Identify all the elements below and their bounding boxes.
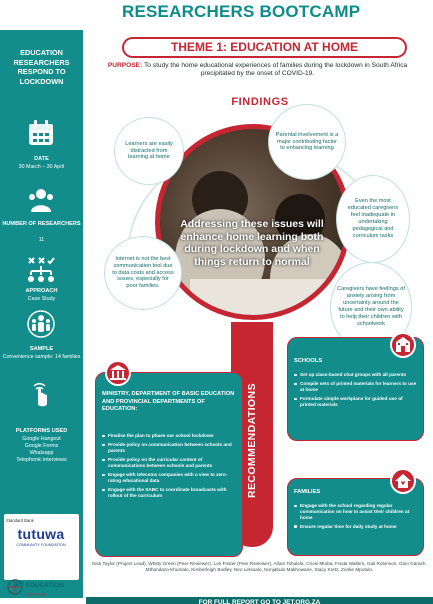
list-item: Formulate simple workplans for guided use of printed materials [294, 396, 419, 408]
sponsor-name: tutuwa [17, 526, 65, 542]
approach-icon [26, 254, 56, 284]
page-title: RESEARCHERS BOOTCAMP [122, 2, 361, 21]
list-item: Provide policy on the curricular content of communications between schools and parents [102, 457, 238, 469]
finding-bubble: Caregivers have feelings of anxiety arising from uncertainty around the future and their own ability to help their children with schoolwork [330, 262, 412, 352]
purpose-text [100, 62, 415, 79]
findings-label: FINDINGS [231, 96, 289, 108]
schools-list [294, 372, 419, 411]
list-item: Engage with the SABC to coordinate broadcasts with rollout of the curriculum [102, 487, 238, 499]
school-icon [392, 334, 414, 356]
platforms-value: Google Hangout Google Forms Whatsapp Telephonic interviews [16, 436, 67, 463]
date-label: DATE [34, 156, 49, 162]
sidebar-title: EDUCATION RESEARCHERS RESPOND TO LOCKDOWN [13, 48, 70, 86]
finding-bubble: Learners are easily distracted from learning at home [114, 117, 184, 185]
jet-logo-sub: SERVICES [26, 592, 47, 597]
sample-label: SAMPLE [29, 346, 54, 352]
ministry-icon-badge [105, 360, 131, 386]
government-building-icon [107, 362, 129, 384]
list-item: Provide policy on communication between schools and parents [102, 442, 238, 454]
researchers-icon [26, 185, 56, 215]
sponsor-logo [4, 514, 79, 580]
purpose-label: PURPOSE: [107, 62, 143, 69]
families-list [294, 503, 419, 533]
sponsor-small-text: Standard Bank [6, 518, 34, 523]
ministry-title: MINISTRY, DEPARTMENT OF BASIC EDUCATION AND PROVINCIAL DEPARTMENTS OF EDUCATION: [102, 391, 235, 413]
researchers-label: NUMBER OF RESEARCHERS [2, 221, 81, 227]
families-title: FAMILIES [294, 489, 321, 495]
finding-bubble: Parental involvement is a major contributing factor to enhancing learning [268, 104, 346, 180]
platforms-label: PLATFORMS USED [15, 428, 68, 434]
sample-icon [26, 309, 56, 339]
list-item: Set up class-based chat groups with all parents [294, 372, 419, 378]
researchers-value: 11 [38, 237, 45, 243]
platforms-icon [26, 380, 56, 410]
families-icon-badge [390, 468, 416, 494]
list-item: Finalise the plan to phase our school lockdown [102, 433, 238, 439]
ministry-box [95, 372, 243, 557]
approach-value: Case Study [27, 296, 56, 302]
list-item: Engage with the school regarding regular communication on how to assist their children at home [294, 503, 419, 520]
jet-logo-name: JET EDUCATION [12, 582, 64, 589]
list-item: Ensure regular time for daily study at home [294, 524, 419, 530]
list-item: Compile sets of printed materials for learners to use at home [294, 381, 419, 393]
schools-icon-badge [390, 332, 416, 358]
finding-bubble: Even the most educated caregivers feel inadequate in undertaking pedagogical and curriculum tasks [336, 175, 410, 263]
purpose-body: To study the home educational experiences of families during the lockdown in South Africa precipitated by the onset of COVID-19. [144, 62, 408, 78]
home-icon [392, 470, 414, 492]
approach-label: APPROACH [25, 288, 58, 294]
date-value: 30 March – 30 April [18, 164, 65, 170]
recommendations-label: RECOMMENDATIONS [246, 383, 258, 498]
credits-text: Nick Taylor (Project Lead), Whitty Green (Peer Reviewer), Lori Foster (Peer Reviewer), Aifani Tshulela, Chosi Mtoba, Freda Walters, Gail Robinson, Gino Garach, Mthandazo Khumalo, Kimberleigh Bodley, Neo Letsoalo, Nonjabulo Makhowane, Stacy Kretz, Zonke Mpotulo. [92, 561, 427, 572]
sample-value: Convenience sample: 14 families [2, 354, 81, 360]
schools-title: SCHOOLS [294, 358, 323, 364]
ministry-list [102, 433, 238, 502]
list-item: Engage with telecoms companies with a view to zero-rating educational data [102, 472, 238, 484]
footer-link[interactable]: FOR FULL REPORT GO TO JET.ORG.ZA [86, 597, 433, 604]
calendar-icon [26, 118, 56, 148]
findings-center-text: Addressing these issues will enhance home learning both during lockdown and when things return to normal [180, 218, 324, 268]
sponsor-subtitle: COMMUNITY FOUNDATION [16, 543, 66, 547]
theme-banner: THEME 1: EDUCATION AT HOME [122, 37, 407, 58]
finding-bubble: Internet is not the best communication tool due to data costs and access issues, especially for poor families. [104, 236, 182, 310]
